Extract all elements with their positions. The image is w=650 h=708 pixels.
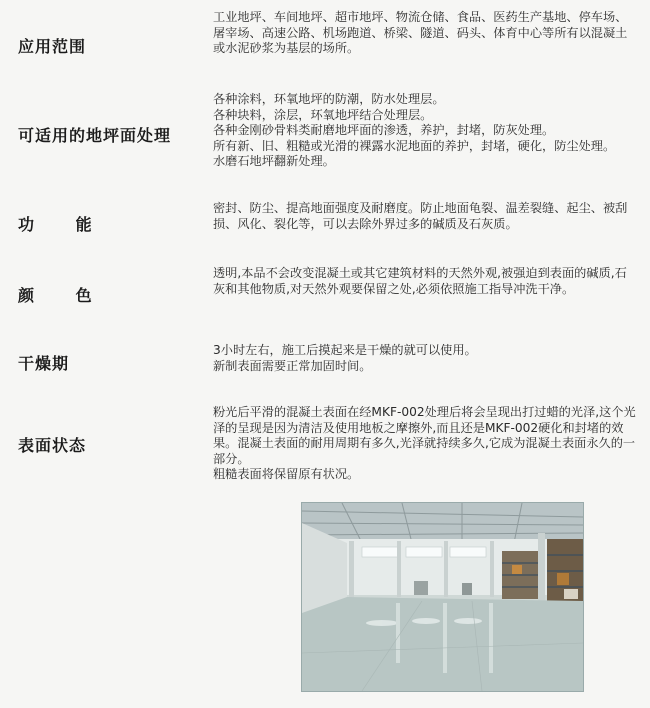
description-line: 所有新、旧、粗糙或光滑的裸露水泥地面的养护，封堵，硬化，防尘处理。 xyxy=(213,138,616,153)
description-line: 粗糙表面将保留原有状况。 xyxy=(213,467,360,481)
description-line: 各种金刚砂骨料类耐磨地坪面的渗透，养护，封堵，防灰处理。 xyxy=(213,123,555,137)
description-line: 粉光后平滑的混凝土表面在经MKF-002处理后将会呈现出打过蜡的光泽,这个光泽的呈现是因为清洁及使用地板之摩擦外,而且还是MKF-002硬化和封堵的效果。混凝土表面的耐用周期有多久,光泽就持续多久,它成为混凝土表面永久的一部分。 xyxy=(213,405,636,466)
section-label: 颜 色 xyxy=(18,286,110,305)
description-line: 3小时左右，施工后摸起来是干燥的就可以使用。 xyxy=(213,343,477,357)
section-description xyxy=(213,92,638,170)
description-line: 各种块料，涂层，环氧地坪结合处理层。 xyxy=(213,107,433,122)
warehouse-floor-photo xyxy=(301,502,584,692)
section-label: 可适用的地坪面处理 xyxy=(18,126,172,145)
warehouse-illustration xyxy=(302,503,583,691)
section-description xyxy=(213,10,638,57)
section-label: 干燥期 xyxy=(18,354,70,373)
description-line: 透明,本品不会改变混凝土或其它建筑材料的天然外观,被强迫到表面的碱质,石灰和其他物质,对天然外观要保留之处,必须依照施工指导冲洗干净。 xyxy=(213,266,627,296)
description-line: 各种涂料，环氧地坪的防潮，防水处理层。 xyxy=(213,92,445,106)
section-description xyxy=(213,343,638,374)
description-line: 新制表面需要正常加固时间。 xyxy=(213,358,372,373)
description-line: 水磨石地坪翻新处理。 xyxy=(213,154,335,168)
description-line: 工业地坪、车间地坪、超市地坪、物流仓储、食品、医药生产基地、停车场、屠宰场、高速公路、机场跑道、桥梁、隧道、码头、体育中心等所有以混凝土或水泥砂浆为基层的场所。 xyxy=(213,10,628,55)
section-label: 表面状态 xyxy=(18,436,87,455)
section-label: 功 能 xyxy=(18,215,110,234)
section-label: 应用范围 xyxy=(18,37,87,56)
section-description xyxy=(213,405,638,483)
section-description xyxy=(213,266,638,297)
section-description xyxy=(213,201,638,232)
description-line: 密封、防尘、提高地面强度及耐磨度。防止地面龟裂、温差裂缝、起尘、被刮损、风化、裂化等，可以去除外界过多的碱质及石灰质。 xyxy=(213,201,628,231)
